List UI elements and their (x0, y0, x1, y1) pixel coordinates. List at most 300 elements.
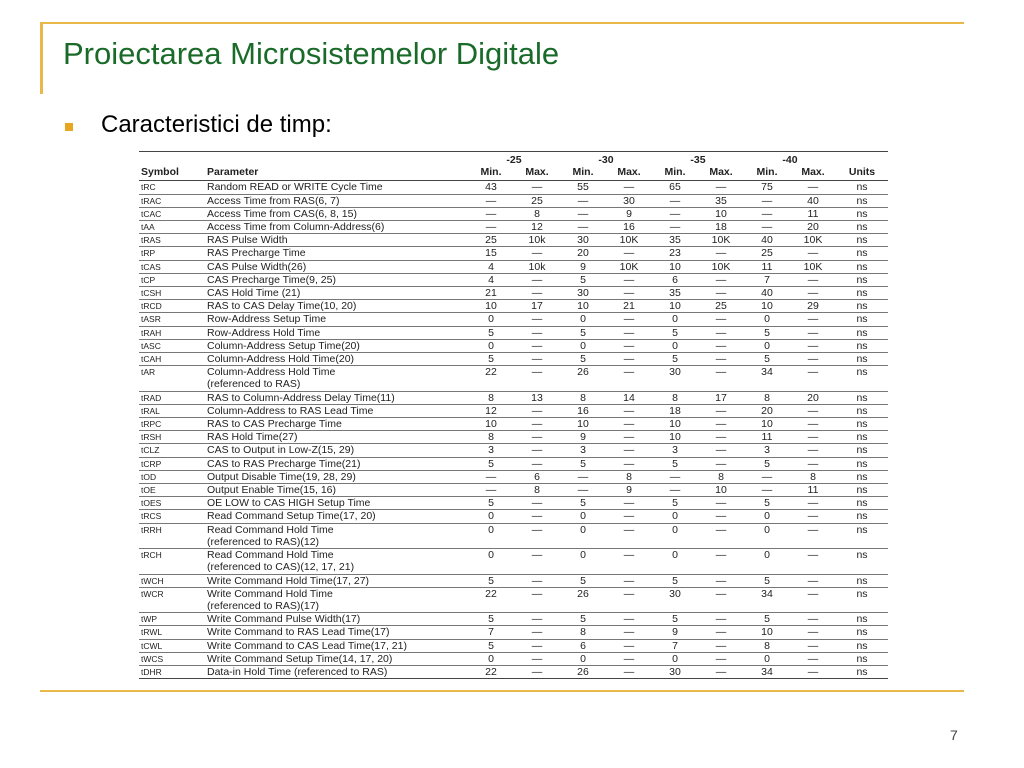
max-value-cell: 17 (698, 391, 744, 404)
parameter-line: Output Enable Time(15, 16) (207, 484, 336, 497)
units-cell: ns (836, 470, 888, 483)
max-value-cell: — (606, 523, 652, 548)
parameter-line: (referenced to CAS)(12, 17, 21) (207, 561, 355, 574)
parameter-cell (205, 313, 468, 326)
parameter-cell (205, 353, 468, 366)
parameter-line: CAS to RAS Precharge Time(21) (207, 457, 361, 470)
min-value-cell: 5 (560, 574, 606, 587)
parameter-line: (referenced to RAS) (207, 378, 301, 391)
max-value-cell: — (698, 665, 744, 678)
min-value-cell: — (560, 470, 606, 483)
max-value-cell: 10K (606, 260, 652, 273)
group-header: -25 (468, 152, 560, 167)
max-value-cell: — (790, 626, 836, 639)
group-header: -35 (652, 152, 744, 167)
max-value-cell: — (514, 652, 560, 665)
parameter-header: Parameter (205, 166, 468, 181)
units-cell: ns (836, 194, 888, 207)
table-row (139, 418, 888, 431)
min-value-cell: 40 (744, 287, 790, 300)
symbol-cell: tAR (139, 366, 205, 391)
table-body (139, 181, 888, 679)
min-value-cell: 5 (560, 353, 606, 366)
units-cell: ns (836, 510, 888, 523)
units-cell: ns (836, 234, 888, 247)
table-row (139, 457, 888, 470)
min-value-cell: 7 (744, 273, 790, 286)
max-value-cell: — (606, 510, 652, 523)
parameter-cell (205, 404, 468, 417)
min-value-cell: 10 (652, 260, 698, 273)
symbol-cell: tRCD (139, 300, 205, 313)
max-value-cell: — (790, 613, 836, 626)
parameter-cell (205, 626, 468, 639)
max-value-cell: — (698, 247, 744, 260)
min-value-cell: 18 (652, 404, 698, 417)
min-value-cell: 8 (468, 431, 514, 444)
min-value-cell: 10 (652, 300, 698, 313)
max-value-cell: — (514, 497, 560, 510)
min-value-cell: 7 (652, 639, 698, 652)
table-row (139, 665, 888, 678)
min-value-cell: — (560, 221, 606, 234)
slide-title: Proiectarea Microsistemelor Digitale (63, 36, 560, 71)
max-value-cell: 21 (606, 300, 652, 313)
min-value-cell: 0 (744, 549, 790, 574)
min-value-cell: 30 (652, 587, 698, 612)
parameter-line: (referenced to RAS)(17) (207, 599, 320, 612)
min-value-cell: 20 (744, 404, 790, 417)
parameter-cell (205, 234, 468, 247)
min-value-cell: — (744, 194, 790, 207)
symbol-cell: tRAS (139, 234, 205, 247)
max-value-cell: — (514, 457, 560, 470)
max-value-cell: 14 (606, 391, 652, 404)
max-value-cell: 16 (606, 221, 652, 234)
table-row (139, 260, 888, 273)
max-value-cell: — (606, 613, 652, 626)
parameter-line: Access Time from RAS(6, 7) (207, 194, 340, 207)
table-row (139, 221, 888, 234)
min-value-cell: 40 (744, 234, 790, 247)
max-value-cell: 13 (514, 391, 560, 404)
parameter-cell (205, 418, 468, 431)
max-value-cell: 6 (514, 470, 560, 483)
units-cell: ns (836, 549, 888, 574)
max-value-cell: — (790, 639, 836, 652)
min-value-cell: 3 (560, 444, 606, 457)
min-value-cell: 0 (560, 652, 606, 665)
max-value-cell: — (514, 665, 560, 678)
min-value-cell: 16 (560, 404, 606, 417)
min-value-cell: 22 (468, 665, 514, 678)
min-value-cell: 10 (468, 300, 514, 313)
max-value-cell: 10 (698, 207, 744, 220)
min-value-cell: 3 (652, 444, 698, 457)
min-header: Min. (468, 166, 514, 181)
table-row (139, 639, 888, 652)
parameter-cell (205, 391, 468, 404)
min-value-cell: 0 (560, 549, 606, 574)
min-value-cell: — (560, 484, 606, 497)
parameter-line: RAS Pulse Width (207, 234, 288, 247)
parameter-line: Write Command to CAS Lead Time(17, 21) (207, 639, 407, 652)
min-value-cell: — (560, 207, 606, 220)
units-cell: ns (836, 431, 888, 444)
parameter-line: Read Command Hold Time (207, 523, 334, 536)
min-value-cell: 5 (468, 457, 514, 470)
max-value-cell: — (606, 366, 652, 391)
parameter-line: Column-Address Hold Time (207, 366, 336, 379)
units-cell: ns (836, 626, 888, 639)
min-value-cell: — (468, 484, 514, 497)
table-row (139, 207, 888, 220)
max-value-cell: — (790, 510, 836, 523)
parameter-line: Write Command Hold Time(17, 27) (207, 574, 370, 587)
max-value-cell: — (606, 444, 652, 457)
units-cell: ns (836, 181, 888, 194)
units-cell: ns (836, 353, 888, 366)
max-value-cell: — (698, 639, 744, 652)
max-value-cell: — (790, 326, 836, 339)
max-value-cell: 12 (514, 221, 560, 234)
max-value-cell: — (514, 639, 560, 652)
min-value-cell: 10 (652, 431, 698, 444)
max-value-cell: — (698, 457, 744, 470)
min-value-cell: 5 (560, 497, 606, 510)
table-row (139, 181, 888, 194)
max-value-cell: 20 (790, 221, 836, 234)
max-value-cell: — (606, 652, 652, 665)
units-cell: ns (836, 665, 888, 678)
min-value-cell: 23 (652, 247, 698, 260)
symbol-cell: tRP (139, 247, 205, 260)
symbol-cell: tCP (139, 273, 205, 286)
table-row (139, 510, 888, 523)
symbol-cell: tCWL (139, 639, 205, 652)
max-value-cell: — (514, 613, 560, 626)
table-row (139, 613, 888, 626)
min-value-cell: 8 (652, 391, 698, 404)
min-value-cell: 0 (744, 510, 790, 523)
min-value-cell: — (652, 484, 698, 497)
min-value-cell: 0 (744, 339, 790, 352)
units-cell: ns (836, 418, 888, 431)
symbol-cell: tRAL (139, 404, 205, 417)
parameter-cell (205, 444, 468, 457)
max-value-cell: 10K (790, 234, 836, 247)
parameter-cell (205, 273, 468, 286)
symbol-cell: tCAH (139, 353, 205, 366)
table-row (139, 574, 888, 587)
parameter-cell (205, 613, 468, 626)
min-value-cell: 10 (468, 418, 514, 431)
max-value-cell: — (790, 418, 836, 431)
parameter-line: Access Time from Column-Address(6) (207, 221, 385, 234)
symbol-cell: tAA (139, 221, 205, 234)
max-value-cell: — (606, 181, 652, 194)
table-row (139, 313, 888, 326)
units-cell: ns (836, 221, 888, 234)
max-value-cell: — (606, 457, 652, 470)
parameter-cell (205, 181, 468, 194)
parameter-line: CAS Hold Time (21) (207, 287, 301, 300)
parameter-line: Write Command Setup Time(14, 17, 20) (207, 652, 393, 665)
group-header: -30 (560, 152, 652, 167)
min-value-cell: 5 (560, 613, 606, 626)
min-value-cell: 12 (468, 404, 514, 417)
min-value-cell: 0 (468, 549, 514, 574)
table-row (139, 366, 888, 391)
min-value-cell: 0 (652, 313, 698, 326)
max-value-cell: — (698, 444, 744, 457)
min-value-cell: 0 (560, 510, 606, 523)
min-value-cell: 0 (744, 652, 790, 665)
max-value-cell: — (790, 247, 836, 260)
min-header: Min. (744, 166, 790, 181)
group-header: -40 (744, 152, 836, 167)
max-value-cell: — (606, 418, 652, 431)
max-value-cell: 25 (698, 300, 744, 313)
max-value-cell: — (698, 510, 744, 523)
parameter-cell (205, 207, 468, 220)
symbol-cell: tRAH (139, 326, 205, 339)
table-column-header-row (139, 166, 888, 181)
min-value-cell: 11 (744, 431, 790, 444)
max-value-cell: — (514, 404, 560, 417)
max-value-cell: — (514, 247, 560, 260)
max-value-cell: — (606, 626, 652, 639)
max-value-cell: — (698, 326, 744, 339)
table-row (139, 287, 888, 300)
bullet-text: Caracteristici de timp: (101, 111, 332, 138)
max-value-cell: — (698, 613, 744, 626)
min-value-cell: 5 (468, 326, 514, 339)
max-value-cell: — (606, 247, 652, 260)
units-cell: ns (836, 287, 888, 300)
min-value-cell: 9 (560, 431, 606, 444)
min-value-cell: 0 (468, 510, 514, 523)
max-value-cell: 10K (790, 260, 836, 273)
units-cell: ns (836, 639, 888, 652)
max-value-cell: — (514, 587, 560, 612)
min-value-cell: 22 (468, 366, 514, 391)
min-value-cell: 0 (560, 313, 606, 326)
parameter-line: Write Command Pulse Width(17) (207, 613, 361, 626)
max-value-cell: — (698, 366, 744, 391)
min-value-cell: — (468, 207, 514, 220)
units-cell: ns (836, 326, 888, 339)
bullet-square-icon (65, 123, 73, 131)
min-value-cell: 65 (652, 181, 698, 194)
min-header: Min. (652, 166, 698, 181)
max-value-cell: — (606, 287, 652, 300)
min-value-cell: 5 (468, 639, 514, 652)
parameter-cell (205, 326, 468, 339)
symbol-cell: tRPC (139, 418, 205, 431)
max-value-cell: — (514, 339, 560, 352)
units-cell: ns (836, 457, 888, 470)
min-value-cell: 7 (468, 626, 514, 639)
symbol-cell: tOD (139, 470, 205, 483)
parameter-line: CAS Pulse Width(26) (207, 260, 307, 273)
max-value-cell: — (790, 181, 836, 194)
min-value-cell: 26 (560, 665, 606, 678)
page-number: 7 (950, 727, 958, 743)
table-row (139, 300, 888, 313)
parameter-cell (205, 523, 468, 548)
parameter-cell (205, 587, 468, 612)
parameter-line: (referenced to RAS)(12) (207, 535, 320, 548)
units-cell: ns (836, 497, 888, 510)
min-value-cell: — (652, 470, 698, 483)
max-value-cell: — (698, 273, 744, 286)
max-value-cell: — (606, 339, 652, 352)
min-value-cell: — (744, 207, 790, 220)
min-value-cell: 4 (468, 260, 514, 273)
parameter-line: Column-Address Setup Time(20) (207, 339, 360, 352)
min-value-cell: — (652, 194, 698, 207)
symbol-cell: tCAS (139, 260, 205, 273)
min-value-cell: 10 (744, 418, 790, 431)
parameter-line: Column-Address to RAS Lead Time (207, 404, 374, 417)
min-value-cell: 6 (560, 639, 606, 652)
symbol-cell: tDHR (139, 665, 205, 678)
max-value-cell: — (606, 273, 652, 286)
symbol-cell: tWCR (139, 587, 205, 612)
table-row (139, 587, 888, 612)
units-cell: ns (836, 313, 888, 326)
max-value-cell: — (698, 574, 744, 587)
bottom-rule (40, 690, 964, 692)
symbol-cell: tASR (139, 313, 205, 326)
parameter-line: RAS Hold Time(27) (207, 431, 298, 444)
parameter-cell (205, 497, 468, 510)
units-cell: ns (836, 207, 888, 220)
max-value-cell: 40 (790, 194, 836, 207)
min-value-cell: 5 (560, 326, 606, 339)
parameter-line: Read Command Setup Time(17, 20) (207, 510, 376, 523)
symbol-cell: tRAD (139, 391, 205, 404)
max-header: Max. (606, 166, 652, 181)
max-value-cell: — (698, 497, 744, 510)
symbol-cell: tCAC (139, 207, 205, 220)
top-rule (40, 22, 964, 24)
max-value-cell: — (514, 287, 560, 300)
min-value-cell: 35 (652, 234, 698, 247)
max-value-cell: — (790, 549, 836, 574)
parameter-cell (205, 431, 468, 444)
max-value-cell: 30 (606, 194, 652, 207)
max-value-cell: — (790, 366, 836, 391)
title-accent-bar (40, 22, 43, 94)
parameter-cell (205, 247, 468, 260)
table-row (139, 404, 888, 417)
symbol-cell: tRRH (139, 523, 205, 548)
units-cell: ns (836, 523, 888, 548)
parameter-cell (205, 484, 468, 497)
max-value-cell: — (698, 404, 744, 417)
min-value-cell: 26 (560, 366, 606, 391)
min-value-cell: — (744, 470, 790, 483)
min-value-cell: 3 (744, 444, 790, 457)
symbol-cell: tRAC (139, 194, 205, 207)
min-value-cell: 5 (468, 613, 514, 626)
min-value-cell: 8 (560, 626, 606, 639)
max-value-cell: — (606, 431, 652, 444)
min-value-cell: 25 (744, 247, 790, 260)
max-value-cell: — (514, 626, 560, 639)
max-value-cell: — (790, 574, 836, 587)
max-value-cell: 8 (514, 484, 560, 497)
max-value-cell: — (514, 326, 560, 339)
parameter-line: Row-Address Hold Time (207, 326, 321, 339)
min-value-cell: 0 (744, 523, 790, 548)
min-value-cell: 5 (468, 574, 514, 587)
min-value-cell: 20 (560, 247, 606, 260)
parameter-cell (205, 287, 468, 300)
min-value-cell: 5 (560, 457, 606, 470)
min-value-cell: — (560, 194, 606, 207)
units-cell: ns (836, 587, 888, 612)
max-value-cell: — (606, 404, 652, 417)
max-value-cell: — (514, 431, 560, 444)
table-row (139, 497, 888, 510)
min-value-cell: 5 (652, 326, 698, 339)
table-row (139, 626, 888, 639)
min-value-cell: — (468, 221, 514, 234)
min-value-cell: 6 (652, 273, 698, 286)
min-value-cell: 22 (468, 587, 514, 612)
min-value-cell: 5 (744, 574, 790, 587)
max-value-cell: — (790, 353, 836, 366)
max-header: Max. (514, 166, 560, 181)
table-row (139, 273, 888, 286)
max-value-cell: — (514, 313, 560, 326)
parameter-cell (205, 300, 468, 313)
max-value-cell: — (606, 497, 652, 510)
min-value-cell: 5 (652, 457, 698, 470)
symbol-cell: tRC (139, 181, 205, 194)
symbol-cell: tWP (139, 613, 205, 626)
min-value-cell: — (652, 207, 698, 220)
symbol-cell: tOES (139, 497, 205, 510)
max-value-cell: — (698, 626, 744, 639)
timing-table (139, 151, 888, 679)
min-value-cell: 0 (468, 652, 514, 665)
symbol-cell: tRCH (139, 549, 205, 574)
max-value-cell: — (790, 587, 836, 612)
max-value-cell: — (514, 523, 560, 548)
min-value-cell: 0 (468, 523, 514, 548)
max-value-cell: 10k (514, 260, 560, 273)
min-value-cell: — (652, 221, 698, 234)
max-value-cell: — (790, 523, 836, 548)
units-header: Units (836, 166, 888, 181)
table-row (139, 391, 888, 404)
min-value-cell: 10 (744, 626, 790, 639)
parameter-cell (205, 574, 468, 587)
max-value-cell: — (606, 326, 652, 339)
min-value-cell: 30 (560, 287, 606, 300)
units-cell: ns (836, 613, 888, 626)
max-value-cell: 29 (790, 300, 836, 313)
min-value-cell: 5 (744, 353, 790, 366)
max-value-cell: 8 (514, 207, 560, 220)
max-value-cell: — (606, 353, 652, 366)
min-value-cell: 0 (468, 339, 514, 352)
max-value-cell: — (698, 587, 744, 612)
